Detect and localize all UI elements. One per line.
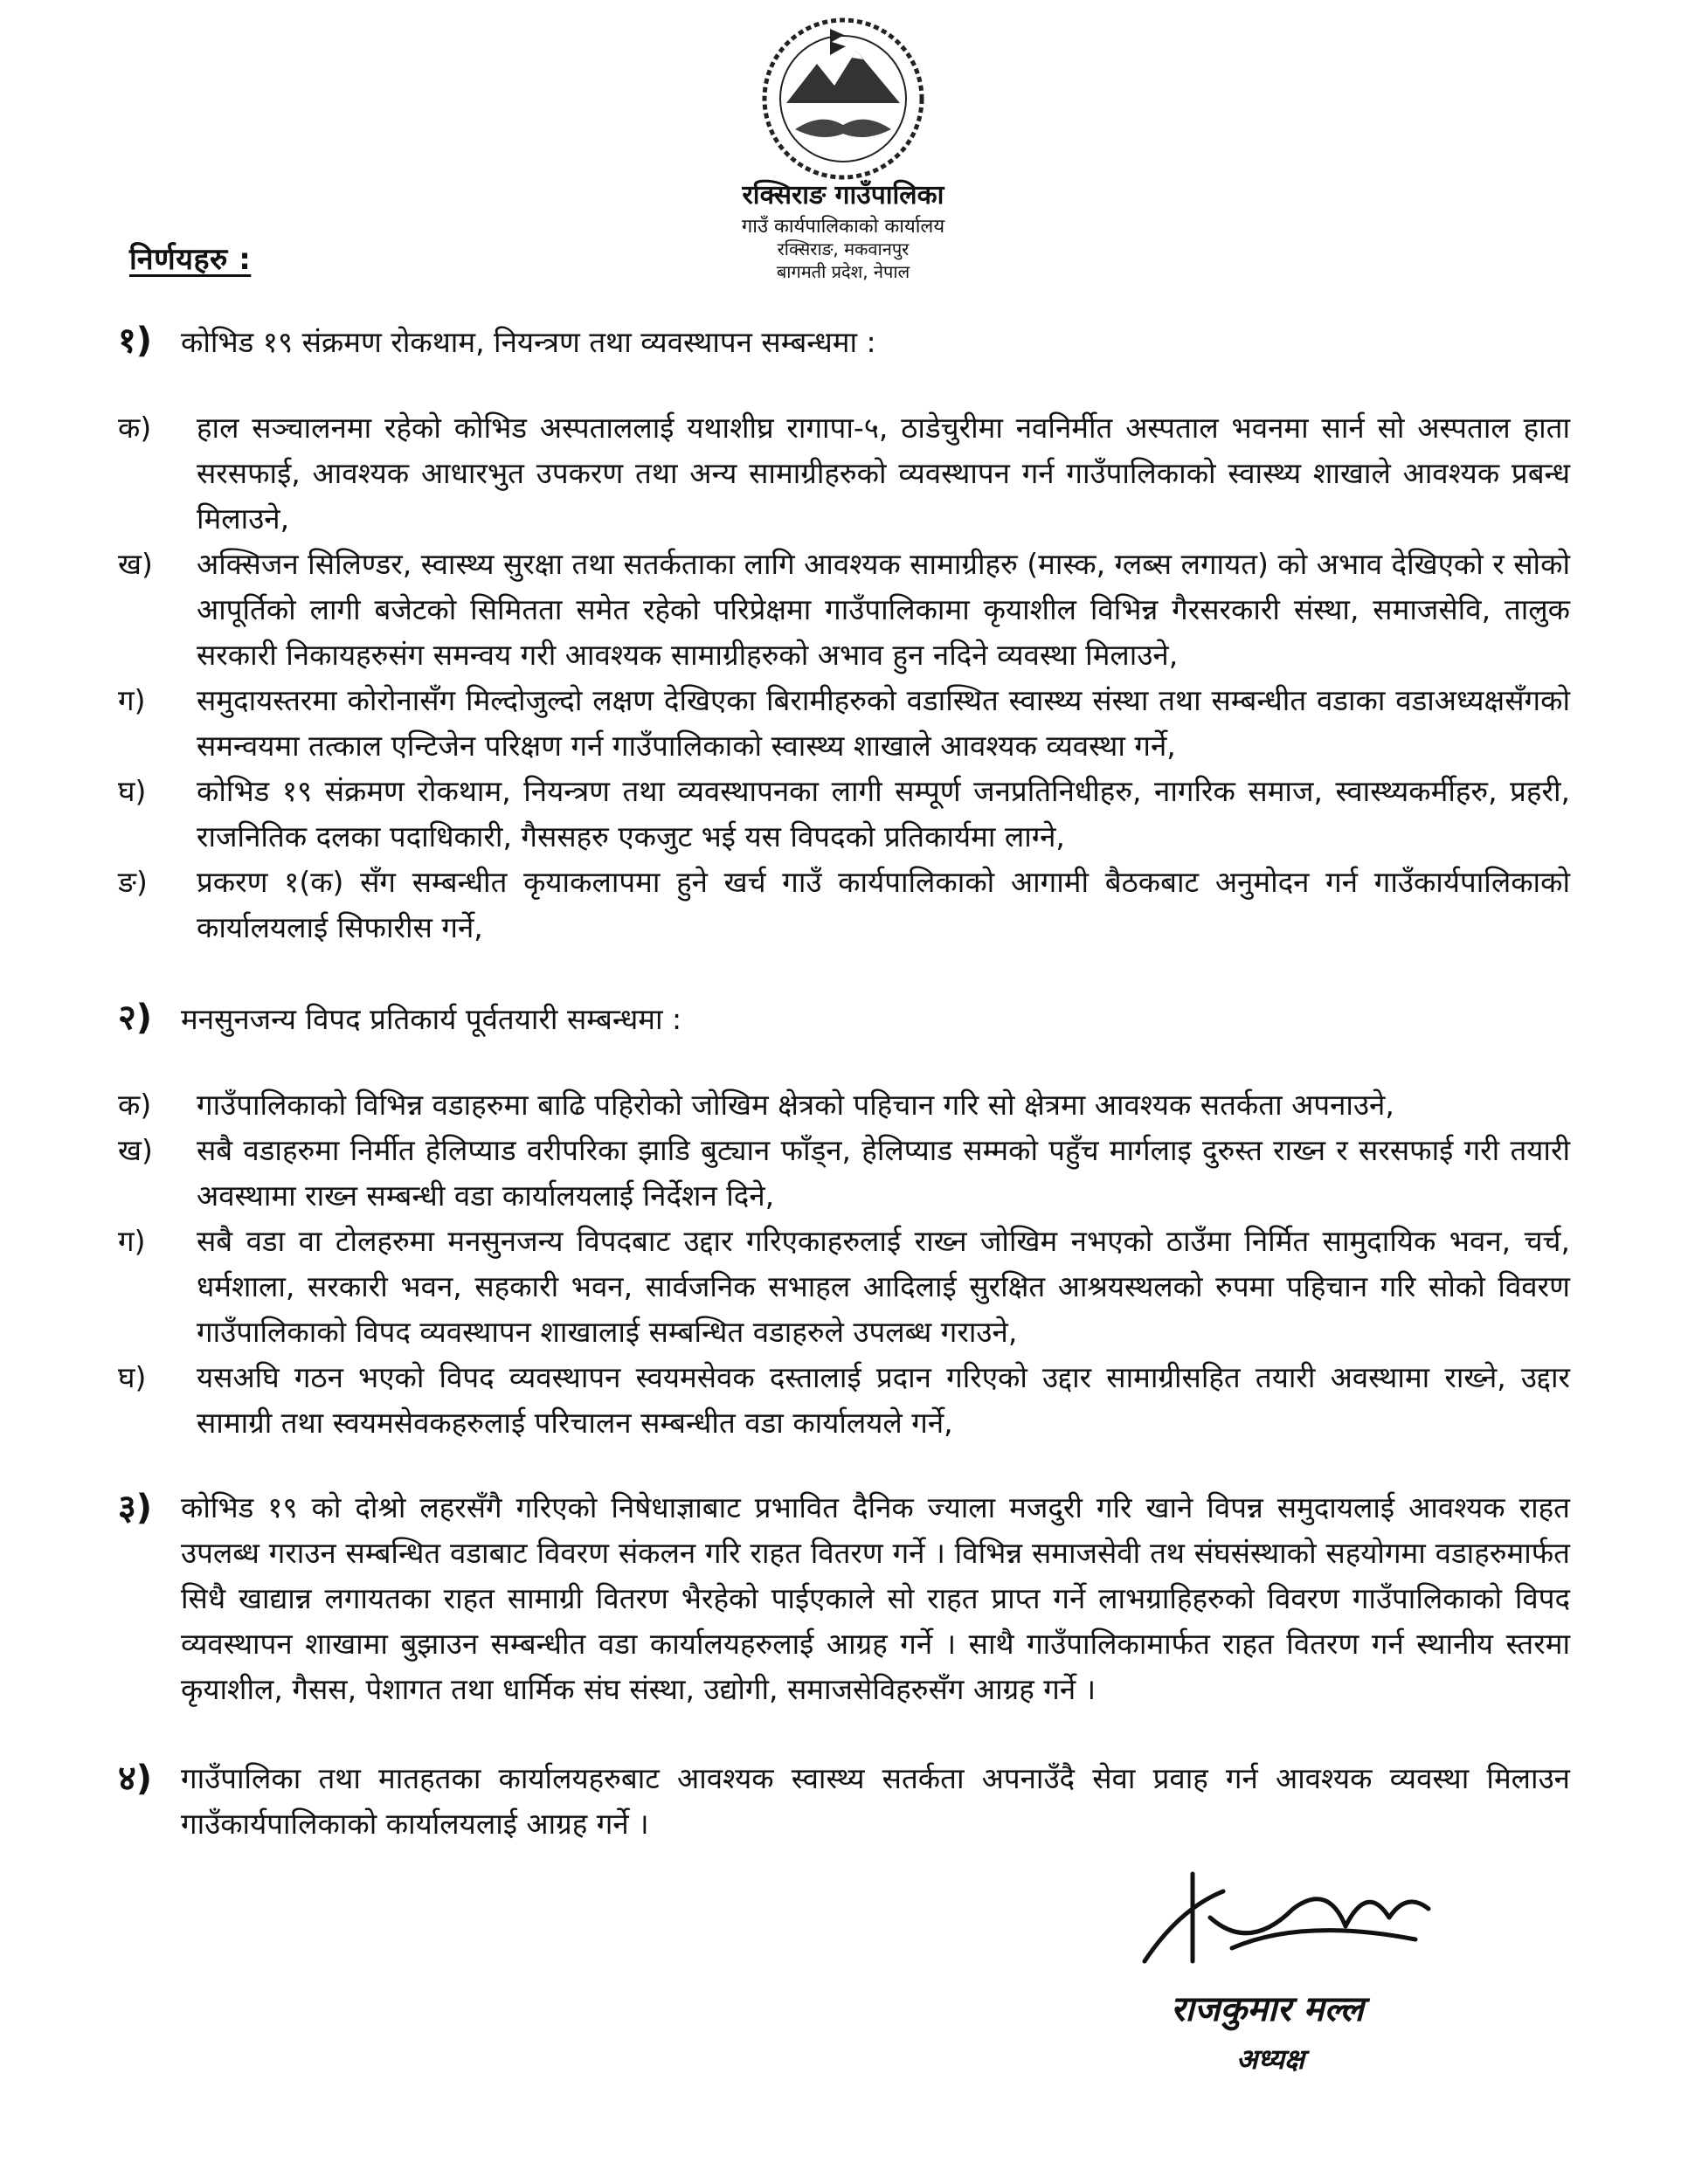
item-text: सबै वडा वा टोलहरुमा मनसुनजन्य विपदबाट उद्दार गरिएकाहरुलाई राख्न जोखिम नभएको ठाउँमा निर्मित सामुदायिक भवन, चर्च, धर्मशाला, सरकारी भवन, सहकारी भवन, सार्वजनिक सभाहल आदिलाई सुरक्षित आश्रयस्थलको रुपमा पहिचान गरि सोको विवरण गाउँपालिकाको विपद व्यवस्थापन शाखालाई सम्बन्धित वडाहरुले उपलब्ध गराउने,: [197, 1224, 1570, 1349]
list-item: [118, 769, 1570, 860]
section-number: १): [118, 321, 153, 361]
item-text: समुदायस्तरमा कोरोनासँग मिल्दोजुल्दो लक्षण देखिएका बिरामीहरुको वडास्थित स्वास्थ्य संस्था तथा सम्बन्धीत वडाका वडाअध्यक्षसँगको समन्वयमा तत्काल एन्टिजेन परिक्षण गर्न गाउँपालिकाको स्वास्थ्य शाखाले आवश्यक व्यवस्था गर्ने,: [197, 683, 1570, 763]
list-item: [118, 1219, 1570, 1355]
section-1: [118, 314, 1570, 944]
signatory-title: अध्यक्ष: [1236, 2042, 1304, 2076]
section-3: [118, 1485, 1570, 1712]
section-paragraph: [118, 1485, 1570, 1712]
section-items: [118, 405, 1570, 950]
item-text: गाउँपालिकाको विभिन्न वडाहरुमा बाढि पहिरोको जोखिम क्षेत्रको पहिचान गरि सो क्षेत्रमा आवश्यक सतर्कता अपनाउने,: [197, 1088, 1394, 1122]
list-item: [118, 860, 1570, 950]
handwritten-signature: [1127, 1856, 1450, 1987]
list-item: [118, 405, 1570, 542]
stamp-text-2: गाउँ कार्यपालिकाको कार्यालय: [741, 216, 945, 238]
item-letter: ख): [118, 547, 153, 581]
item-text: यसअघि गठन भएको विपद व्यवस्थापन स्वयमसेवक दस्तालाई प्रदान गरिएको उद्दार सामाग्रीसहित तयारी अवस्थामा राख्ने, उद्दार सामाग्री तथा स्वयमसेवकहरुलाई परिचालन सम्बन्धीत वडा कार्यालयले गर्ने,: [197, 1360, 1570, 1440]
item-letter: ख): [118, 1133, 153, 1167]
section-title: मनसुनजन्य विपद प्रतिकार्य पूर्वतयारी सम्बन्धमा :: [181, 1002, 682, 1036]
emblem-icon: [699, 7, 987, 287]
section-number: ४): [118, 1759, 153, 1799]
section-4: [118, 1756, 1570, 1847]
section-text: गाउँपालिका तथा मातहतका कार्यालयहरुबाट आवश्यक स्वास्थ्य सतर्कता अपनाउँदै सेवा प्रवाह गर्न आवश्यक व्यवस्था मिलाउन गाउँकार्यपालिकाको कार्यालयलाई आग्रह गर्ने ।: [181, 1761, 1570, 1841]
item-letter: घ): [118, 1360, 147, 1394]
section-2: [118, 992, 1570, 1440]
item-text: प्रकरण १(क) सँग सम्बन्धीत कृयाकलापमा हुने खर्च गाउँ कार्यपालिकाको आगामी बैठकबाट अनुमोदन गर्न गाउँकार्यपालिकाको कार्यालयलाई सिफारीस गर्ने,: [197, 865, 1570, 944]
item-text: अक्सिजन सिलिण्डर, स्वास्थ्य सुरक्षा तथा सतर्कताका लागि आवश्यक सामाग्रीहरु (मास्क, ग्लब्स लगायत) को अभाव देखिएको र सोको आपूर्तिको लागी बजेटको सिमितता समेत रहेको परिप्रेक्षमा गाउँपालिकामा कृयाशील विभिन्न गैरसरकारी संस्था, समाजसेवि, तालुक सरकारी निकायहरुसंग समन्वय गरी आवश्यक सामाग्रीहरुको अभाव हुन नदिने व्यवस्था मिलाउने,: [197, 547, 1570, 672]
item-text: सबै वडाहरुमा निर्मीत हेलिप्याड वरीपरिका झाडि बुट्यान फाँड्न, हेलिप्याड सम्मको पहुँच मार्गलाइ दुरुस्त राख्न र सरसफाई गरी तयारी अवस्थामा राख्न सम्बन्धी वडा कार्यालयलाई निर्देशन दिने,: [197, 1133, 1570, 1213]
list-item: [118, 1355, 1570, 1446]
list-item: [118, 1128, 1570, 1219]
page-heading: निर्णयहरु :: [129, 242, 252, 277]
section-items: [118, 1082, 1570, 1446]
item-letter: घ): [118, 774, 147, 808]
item-letter: क): [118, 1088, 152, 1122]
item-letter: ङ): [118, 865, 148, 899]
item-letter: ग): [118, 683, 146, 717]
stamp-text-1: रक्सिराङ गाउँपालिका: [742, 180, 944, 211]
item-text: हाल सञ्चालनमा रहेको कोभिड अस्पताललाई यथाशीघ्र रागापा-५, ठाडेचुरीमा नवनिर्मीत अस्पताल भवनमा सार्न सो अस्पताल हाता सरसफाई, आवश्यक आधारभुत उपकरण तथा अन्य सामाग्रीहरुको व्यवस्थापन गर्न गाउँपालिकाको स्वास्थ्य शाखाले आवश्यक प्रबन्ध मिलाउने,: [197, 411, 1570, 536]
section-header: [118, 314, 1570, 363]
section-number: ३): [118, 1488, 153, 1528]
municipality-emblem-stamp: [699, 7, 987, 287]
item-text: कोभिड १९ संक्रमण रोकथाम, नियन्त्रण तथा व्यवस्थापनका लागी सम्पूर्ण जनप्रतिनिधीहरु, नागरिक समाज, स्वास्थ्यकर्मीहरु, प्रहरी, राजनितिक दलका पदाधिकारी, गैससहरु एकजुट भई यस विपदको प्रतिकार्यमा लाग्ने,: [197, 774, 1570, 854]
stamp-text-4: बागमती प्रदेश, नेपाल: [776, 261, 910, 282]
item-letter: क): [118, 411, 152, 445]
section-header: [118, 992, 1570, 1040]
section-paragraph: [118, 1756, 1570, 1847]
list-item: [118, 678, 1570, 769]
list-item: [118, 1082, 1570, 1128]
section-text: कोभिड १९ को दोश्रो लहरसँगै गरिएको निषेधाज्ञाबाट प्रभावित दैनिक ज्याला मजदुरी गरि खाने विपन्न समुदायलाई आवश्यक राहत उपलब्ध गराउन सम्बन्धित वडाबाट विवरण संकलन गरि राहत वितरण गर्ने । विभिन्न समाजसेवी तथ संघसंस्थाको सहयोगमा वडाहरुमार्फत सिधै खाद्यान्न लगायतका राहत सामाग्री वितरण भैरहेको पाईएकाले सो राहत प्राप्त गर्ने लाभग्राहिहरुको विवरण गाउँपालिकाको विपद व्यवस्थापन शाखामा बुझाउन सम्बन्धीत वडा कार्यालयहरुलाई आग्रह गर्ने । साथै गाउँपालिकामार्फत राहत वितरण गर्न स्थानीय स्तरमा कृयाशील, गैसस, पेशागत तथा धार्मिक संघ संस्था, उद्योगी, समाजसेविहरुसँग आग्रह गर्ने ।: [181, 1490, 1570, 1706]
signatory-name: राजकुमार मल्ल: [1171, 1989, 1364, 2029]
section-title: कोभिड १९ संक्रमण रोकथाम, नियन्त्रण तथा व्यवस्थापन सम्बन्धमा :: [181, 325, 876, 359]
item-letter: ग): [118, 1224, 146, 1258]
stamp-text-3: रक्सिराङ, मकवानपुर: [777, 238, 910, 259]
list-item: [118, 542, 1570, 678]
section-number: २): [118, 998, 153, 1038]
